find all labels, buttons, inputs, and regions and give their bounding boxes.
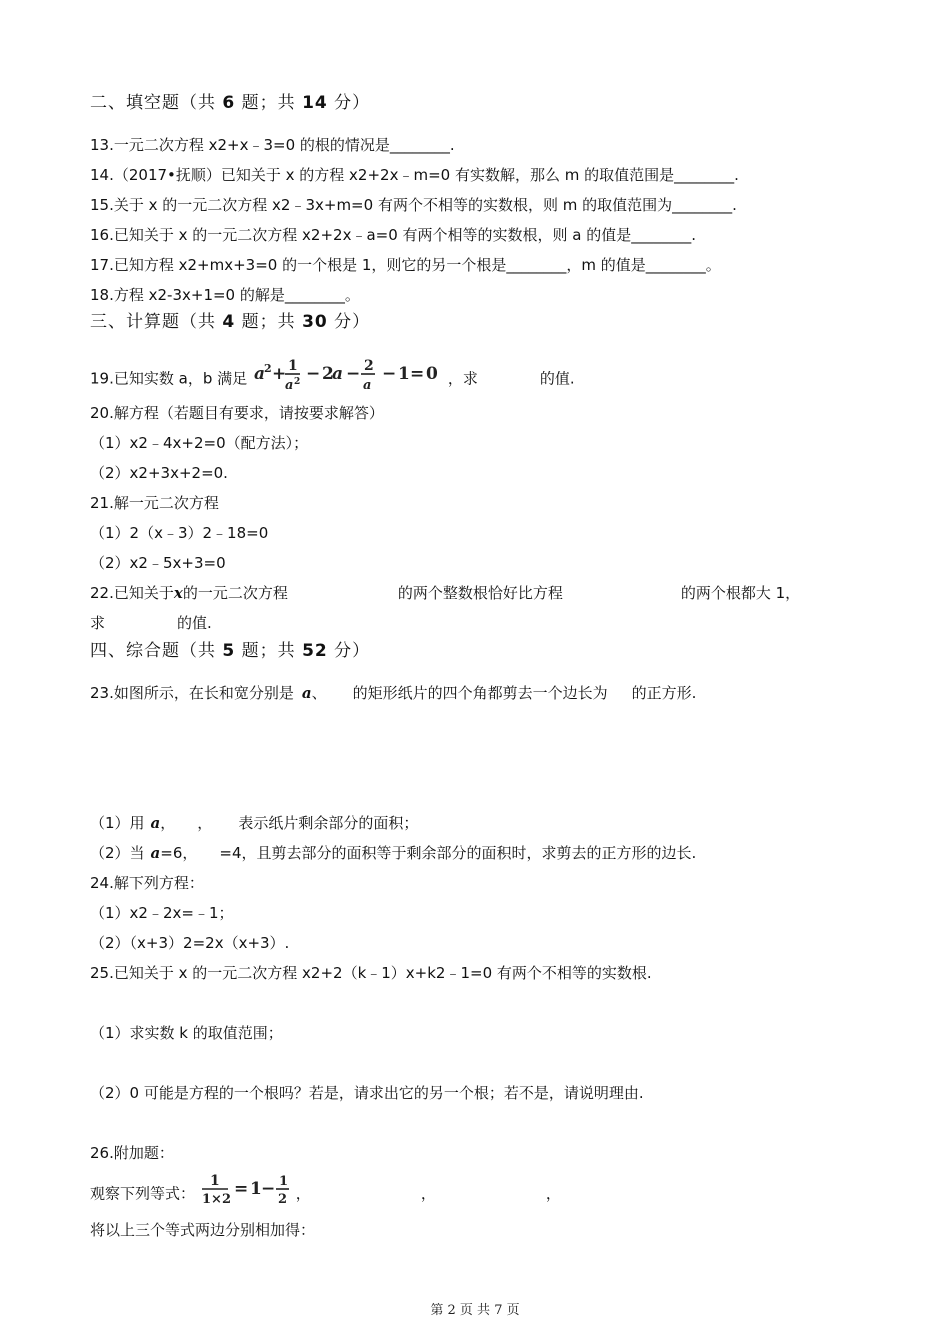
section-prefix: 四、综合题（共	[90, 641, 223, 661]
svg-text:1: 1	[397, 364, 410, 384]
question-count: 6	[222, 93, 236, 113]
equation-image	[252, 354, 448, 394]
variable-a: a	[150, 844, 161, 862]
question-17: 17.已知方程 x2+mx+3=0 的一个根是 1，则它的另一个根是________，m 的值是________。	[90, 256, 721, 274]
question-20-title: 20.解方程（若题目有要求，请按要求解答）	[90, 404, 384, 422]
svg-text:2: 2	[363, 358, 374, 374]
question-21-part-2: （2）x2﹣5x+3=0	[90, 554, 226, 572]
question-count: 4	[222, 312, 236, 332]
question-count: 5	[222, 641, 236, 661]
q22-text: 求	[90, 614, 106, 632]
question-21-part-1: （1）2（x﹣3）2﹣18=0	[90, 524, 269, 542]
svg-text:a: a	[362, 378, 372, 393]
question-22-line-2	[90, 613, 212, 633]
q19-value: 的值.	[539, 369, 575, 388]
q19-text: 19.已知实数 a，b 满足	[90, 369, 248, 388]
svg-text:=: =	[233, 1179, 249, 1199]
equation-image	[200, 1170, 296, 1208]
section-suffix: 分）	[327, 312, 371, 332]
svg-text:1: 1	[287, 358, 298, 374]
q22-text: 22.已知关于	[90, 584, 174, 602]
question-26-observe	[90, 1173, 561, 1208]
variable-x: x	[173, 584, 183, 602]
question-20-part-1: （1）x2﹣4x+2=0（配方法）；	[90, 434, 309, 452]
svg-text:=: =	[409, 364, 425, 384]
svg-text:0: 0	[425, 364, 438, 384]
q23-text: （1）用	[90, 814, 145, 832]
q26-text: ，	[420, 1184, 436, 1203]
question-18: 18.方程 x2-3x+1=0 的解是________。	[90, 286, 360, 304]
variable-a: a	[301, 684, 312, 702]
q23-text: 23.如图所示，在长和宽分别是	[90, 684, 294, 702]
section-prefix: 三、计算题（共	[90, 312, 223, 332]
q23-text: 、	[311, 684, 327, 702]
question-20-part-2: （2）x2+3x+2=0.	[90, 464, 228, 482]
question-16: 16.已知关于 x 的一元二次方程 x2+2x﹣a=0 有两个相等的实数根，则 a 的值是________.	[90, 226, 697, 244]
q23-text: 的正方形.	[631, 684, 697, 702]
svg-text:1: 1	[278, 1174, 288, 1189]
q19-ask: ，求	[447, 369, 478, 388]
page-footer: 第 2 页 共 7 页	[430, 1303, 520, 1318]
section-suffix: 分）	[327, 93, 371, 113]
question-25-part-1: （1）求实数 k 的取值范围；	[90, 1024, 283, 1042]
svg-text:2: 2	[321, 364, 334, 384]
svg-text:−: −	[305, 364, 321, 384]
q26-text: ，	[295, 1184, 311, 1203]
svg-text:2: 2	[263, 362, 272, 375]
svg-text:a: a	[284, 378, 294, 393]
svg-text:2: 2	[293, 377, 301, 387]
question-24-title: 24.解下列方程：	[90, 874, 204, 892]
question-24-part-2: （2）（x+3）2=2x（x+3）.	[90, 934, 290, 952]
section-comprehensive-title	[90, 641, 370, 661]
section-mid: 题；共	[235, 641, 303, 661]
section-score: 30	[302, 312, 328, 332]
svg-text:+: +	[271, 364, 287, 384]
question-26-sum: 将以上三个等式两边分别相加得：	[90, 1221, 316, 1239]
q23-text: 的矩形纸片的四个角都剪去一个边长为	[352, 684, 608, 702]
question-14: 14.（2017•抚顺）已知关于 x 的方程 x2+2x﹣m=0 有实数解，那么 m 的取值范围是________.	[90, 166, 739, 184]
section-score: 14	[302, 93, 328, 113]
q23-text: =6，	[160, 844, 198, 862]
question-13: 13.一元二次方程 x2+x﹣3=0 的根的情况是________.	[90, 136, 455, 154]
q23-text: （2）当	[90, 844, 145, 862]
q23-text: ，	[160, 814, 176, 832]
question-19	[90, 358, 575, 394]
variable-a: a	[150, 814, 161, 832]
question-26-title: 26.附加题：	[90, 1144, 174, 1162]
section-mid: 题；共	[235, 312, 303, 332]
q23-text: ，	[197, 814, 213, 832]
q22-text: 的两个整数根恰好比方程	[397, 584, 563, 602]
question-23-part-2	[90, 843, 696, 863]
question-21-title: 21.解一元二次方程	[90, 494, 219, 512]
q22-text: 的两个根都大 1，	[680, 584, 801, 602]
svg-text:a: a	[331, 364, 343, 384]
svg-text:−: −	[345, 364, 361, 384]
svg-text:1: 1	[249, 1179, 262, 1199]
q23-text: 表示纸片剩余部分的面积；	[238, 814, 419, 832]
section-prefix: 二、填空题（共	[90, 93, 223, 113]
q26-text: 观察下列等式：	[90, 1184, 196, 1203]
svg-text:1: 1	[209, 1173, 220, 1189]
question-23-part-1	[90, 813, 418, 833]
svg-text:a: a	[253, 364, 265, 384]
svg-text:−: −	[260, 1179, 276, 1199]
question-22	[90, 583, 800, 603]
q26-text: ，	[545, 1184, 561, 1203]
question-25-part-2: （2）0 可能是方程的一个根吗？若是，请求出它的另一个根；若不是，请说明理由.	[90, 1084, 644, 1102]
q22-text: 的一元二次方程	[182, 584, 288, 602]
question-15: 15.关于 x 的一元二次方程 x2﹣3x+m=0 有两个不相等的实数根，则 m 的取值范围为________.	[90, 196, 737, 214]
svg-text:1×2: 1×2	[201, 1192, 231, 1207]
svg-text:−: −	[381, 364, 397, 384]
section-mid: 题；共	[235, 93, 303, 113]
question-24-part-1: （1）x2﹣2x=﹣1；	[90, 904, 234, 922]
q22-text: 的值.	[177, 614, 212, 632]
section-suffix: 分）	[327, 641, 371, 661]
section-fill-in-title	[90, 93, 370, 113]
section-score: 52	[302, 641, 328, 661]
svg-text:2: 2	[277, 1192, 287, 1207]
q23-text: =4，且剪去部分的面积等于剩余部分的面积时，求剪去的正方形的边长.	[219, 844, 697, 862]
question-25-title: 25.已知关于 x 的一元二次方程 x2+2（k﹣1）x+k2﹣1=0 有两个不相等的实数根.	[90, 964, 652, 982]
section-calc-title	[90, 312, 370, 332]
question-23	[90, 683, 696, 703]
